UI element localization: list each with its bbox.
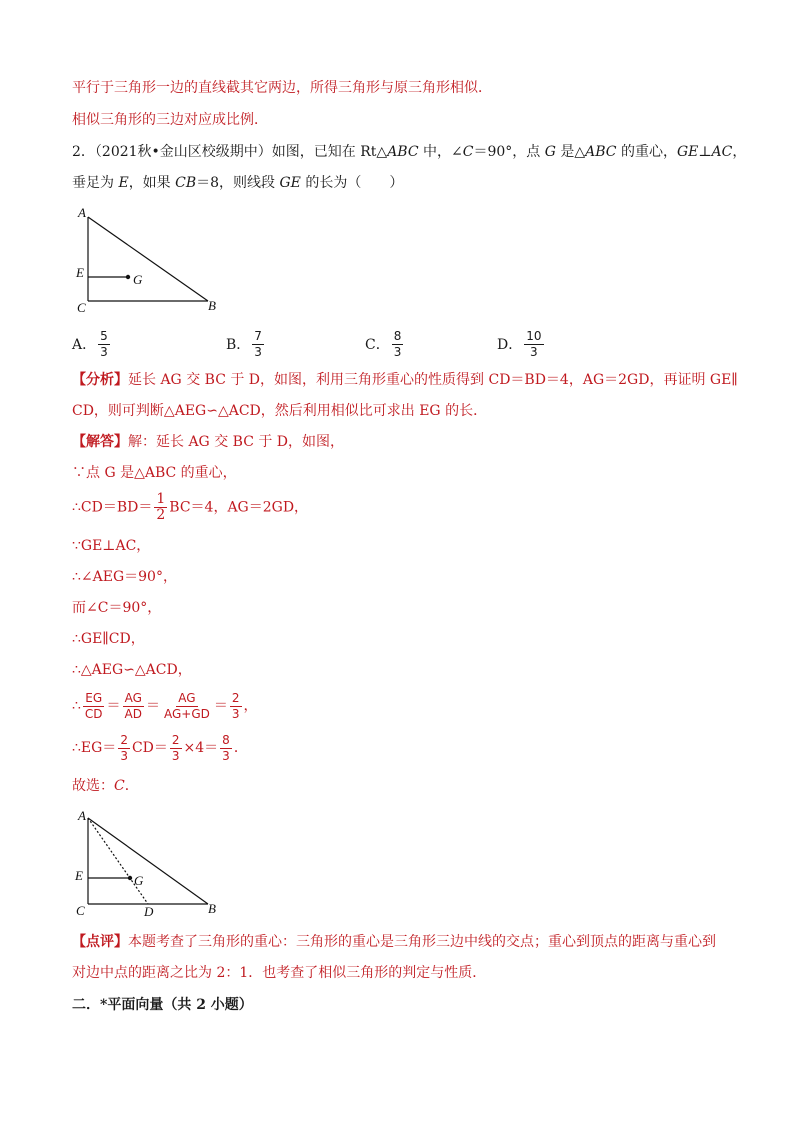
solution-step-4: ∵GE⊥AC，: [72, 538, 151, 554]
question-mid3: 是△: [555, 144, 586, 160]
step9-frac4-num: 2: [231, 690, 240, 705]
question-end1: ，: [732, 144, 747, 160]
label-g: G: [133, 272, 143, 287]
step10-part-b: CD＝: [131, 740, 168, 756]
analysis-line-1: [72, 370, 738, 390]
label2-c: C: [76, 903, 85, 918]
step3-fraction-num: 1: [156, 491, 166, 507]
label2-g: G: [134, 873, 144, 888]
option-c-denominator: 3: [393, 344, 402, 359]
choice-answer: C: [114, 778, 125, 794]
step10-frac1-den: 3: [120, 748, 128, 763]
question-mid4: 的重心，: [616, 144, 677, 160]
step10-frac2-den: 3: [171, 748, 180, 763]
label2-e: E: [75, 868, 83, 883]
intro-line-1: 平行于三角形一边的直线截其它两边，所得三角形与原三角形相似．: [72, 80, 492, 96]
choice-end: ．: [124, 778, 139, 794]
intro-line-2: 相似三角形的三边对应成比例．: [72, 112, 268, 128]
comment-line-1: [72, 932, 716, 952]
step9-prefix: ∴: [72, 698, 81, 714]
solution-choice: [72, 776, 139, 796]
option-b-numerator: 7: [254, 328, 262, 343]
solution-step-2: ∵点 G 是△ABC 的重心，: [72, 465, 237, 481]
option-b-letter: B．: [226, 337, 251, 353]
solution-step-9: ∴ $\frac{EG}{CD}$ ＝ $\frac{AG}{AD}$ ＝ $\frac{AG}{AG+GD}$ ＝ $\frac{2}{3}$ ，: [72, 690, 258, 721]
question-line2-d: 的长为（ ）: [300, 175, 404, 191]
solution-step-3: [72, 492, 308, 523]
step9-end: ，: [243, 698, 258, 714]
step9-frac4-den: 3: [231, 706, 240, 721]
question-cb: CB: [175, 175, 197, 191]
question-ge: GE: [279, 175, 301, 191]
option-b-denominator: 3: [254, 344, 262, 359]
question-line-1: [72, 142, 746, 162]
question-prefix: 2．（2021秋•金山区校级期中）如图，已知在 Rt△: [72, 144, 388, 160]
comment-line-2: 对边中点的距离之比为 2：1．也考查了相似三角形的判定与性质．: [72, 965, 487, 981]
median-ad: [88, 818, 148, 904]
step10-part-a: ∴EG＝: [72, 740, 117, 756]
question-g: G: [544, 144, 556, 160]
solution-step-10: [72, 730, 248, 766]
question-mid1: 中，∠: [418, 144, 463, 160]
solution-step-8: ∴△AEG∽△ACD，: [72, 662, 192, 678]
option-a-numerator: 5: [100, 328, 108, 343]
option-c-numerator: 8: [393, 328, 402, 343]
solution-step-5: ∴∠AEG＝90°，: [72, 569, 177, 585]
step9-frac2-num: AG: [124, 690, 142, 705]
centroid-point: [126, 275, 130, 279]
question-abc: ABC: [387, 144, 419, 160]
label-e: E: [76, 265, 84, 280]
step10-part-c: ×4＝: [183, 740, 219, 756]
triangle-figure-1: [70, 205, 230, 317]
step9-frac3-num: AG: [178, 690, 196, 705]
option-a-denominator: 3: [100, 344, 108, 359]
step3-fraction-den: 2: [156, 507, 166, 523]
question-mid2: ＝90°，点: [473, 144, 545, 160]
solution-line-1: [72, 432, 344, 452]
step9-frac1-num: EG: [85, 690, 103, 705]
label-b: B: [208, 298, 216, 313]
option-d-letter: D．: [497, 337, 523, 353]
question-line2-b: ，如果: [128, 175, 176, 191]
label-a: A: [78, 205, 86, 220]
side-ab: [88, 217, 208, 301]
option-c-letter: C．: [365, 337, 390, 353]
question-abc2: ABC: [585, 144, 617, 160]
step10-frac3-num: 8: [222, 732, 230, 747]
step10-end: ．: [233, 740, 248, 756]
option-d-numerator: 10: [526, 328, 542, 343]
question-ge-perp-ac: GE⊥AC: [676, 144, 733, 160]
solution-tag: 【解答】: [72, 434, 128, 450]
side-ab-2: [88, 818, 208, 904]
option-a[interactable]: [72, 326, 112, 362]
step3-part-b: BC＝4，AG＝2GD，: [169, 499, 309, 516]
section-heading: 二．*平面向量（共 2 小题）: [72, 997, 253, 1013]
question-line2-c: ＝8，则线段: [196, 175, 280, 191]
option-b[interactable]: [226, 326, 266, 362]
step10-frac2-num: 2: [171, 732, 180, 747]
label2-d: D: [144, 904, 154, 919]
step10-frac3-den: 3: [222, 748, 230, 763]
solution-step-1: 解：延长 AG 交 BC 于 D，如图，: [128, 434, 345, 450]
option-a-letter: A．: [72, 337, 97, 353]
question-c: C: [462, 144, 474, 160]
question-line2-a: 垂足为: [72, 175, 119, 191]
centroid-point-2: [128, 876, 132, 880]
choice-prefix: 故选：: [72, 778, 114, 794]
step9-frac2-den: AD: [124, 706, 142, 721]
analysis-tag: 【分析】: [72, 372, 128, 388]
option-d-denominator: 3: [530, 344, 538, 359]
label2-b: B: [208, 901, 216, 916]
label-c: C: [77, 300, 86, 315]
solution-step-7: ∴GE∥CD，: [72, 631, 145, 647]
step9-frac1-den: CD: [84, 706, 103, 721]
step9-frac3-den: AG+GD: [164, 706, 210, 721]
question-e: E: [118, 175, 129, 191]
step10-frac1-num: 2: [120, 732, 128, 747]
option-c[interactable]: [365, 326, 405, 362]
analysis-text-1: 延长 AG 交 BC 于 D，如图，利用三角形重心的性质得到 CD＝BD＝4，AG＝2GD，再证明 GE∥: [128, 372, 738, 388]
question-line-2: [72, 173, 403, 193]
comment-text-1: 本题考查了三角形的重心：三角形的重心是三角形三边中线的交点；重心到顶点的距离与重心到: [128, 934, 716, 950]
option-d[interactable]: [497, 326, 546, 362]
solution-step-6: 而∠C＝90°，: [72, 600, 162, 616]
analysis-line-2: CD，则可判断△AEG∽△ACD，然后利用相似比可求出 EG 的长．: [72, 403, 488, 419]
label2-a: A: [78, 808, 86, 823]
step3-part-a: ∴CD＝BD＝: [72, 499, 153, 516]
triangle-figure-2: [70, 808, 230, 920]
comment-tag: 【点评】: [72, 934, 128, 950]
